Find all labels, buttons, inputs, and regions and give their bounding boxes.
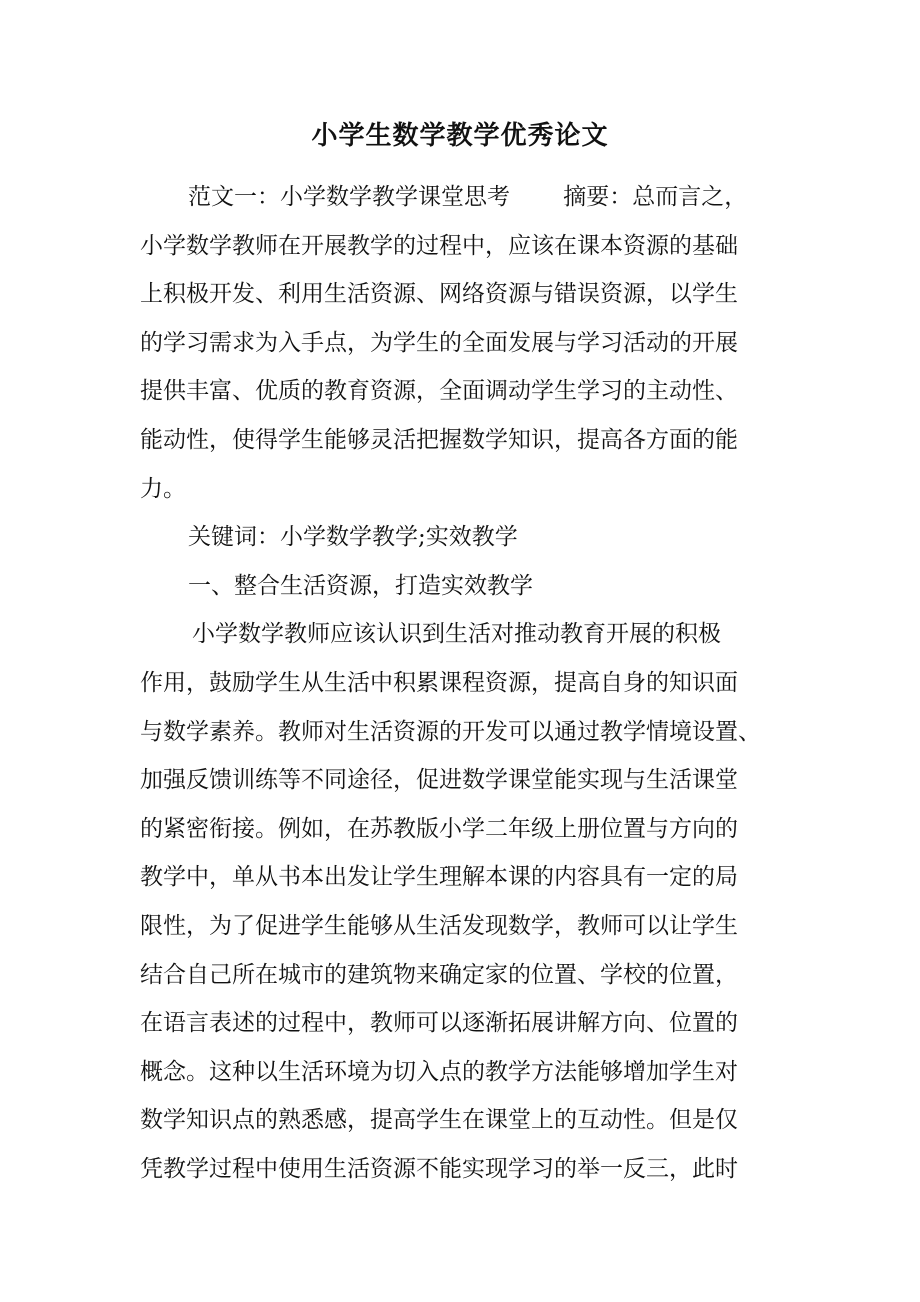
paragraph-line: 数学知识点的熟悉感，提高学生在课堂上的互动性。但是仅 — [140, 1107, 738, 1134]
paragraph-line: 上积极开发、利用生活资源、网络资源与错误资源，以学生 — [140, 281, 738, 308]
paragraph-line: 作用，鼓励学生从生活中积累课程资源，提高自身的知识面 — [140, 669, 738, 696]
paragraph-line: 提供丰富、优质的教育资源，全面调动学生学习的主动性、 — [140, 378, 738, 405]
paragraph-line: 能动性，使得学生能够灵活把握数学知识，提高各方面的能 — [140, 426, 738, 453]
paragraph-line: 教学中，单从书本出发让学生理解本课的内容具有一定的局 — [140, 864, 738, 891]
paragraph-line: 范文一：小学数学教学课堂思考 摘要：总而言之， — [188, 184, 748, 210]
paragraph-line: 的学习需求为入手点，为学生的全面发展与学习活动的开展 — [140, 329, 738, 356]
paragraph-line: 小学数学教师在开展教学的过程中，应该在课本资源的基础 — [140, 232, 738, 259]
keywords-line: 关键词：小学数学教学;实效教学 — [188, 524, 518, 551]
paragraph-line: 小学数学教师应该认识到生活对推动教育开展的积极 — [192, 621, 721, 648]
paragraph-line: 限性，为了促进学生能够从生活发现数学，教师可以让学生 — [140, 912, 738, 939]
document-body — [140, 173, 810, 1193]
paragraph-line: 的紧密衔接。例如，在苏教版小学二年级上册位置与方向的 — [140, 815, 738, 842]
paragraph-line: 加强反馈训练等不同途径，促进数学课堂能实现与生活课堂 — [140, 767, 738, 794]
paragraph-line: 在语言表述的过程中，教师可以逐渐拓展讲解方向、位置的 — [140, 1010, 738, 1037]
document-title: 小学生数学教学优秀论文 — [311, 121, 609, 151]
paragraph-line: 凭教学过程中使用生活资源不能实现学习的举一反三，此时 — [140, 1155, 738, 1182]
paragraph-line: 概念。这种以生活环境为切入点的教学方法能够增加学生对 — [140, 1058, 738, 1085]
section-heading: 一、整合生活资源，打造实效教学 — [188, 572, 533, 599]
paragraph-line: 力。 — [140, 475, 186, 502]
paragraph-line: 与数学素养。教师对生活资源的开发可以通过教学情境设置、 — [140, 718, 761, 745]
paragraph-line: 结合自己所在城市的建筑物来确定家的位置、学校的位置， — [140, 961, 738, 988]
